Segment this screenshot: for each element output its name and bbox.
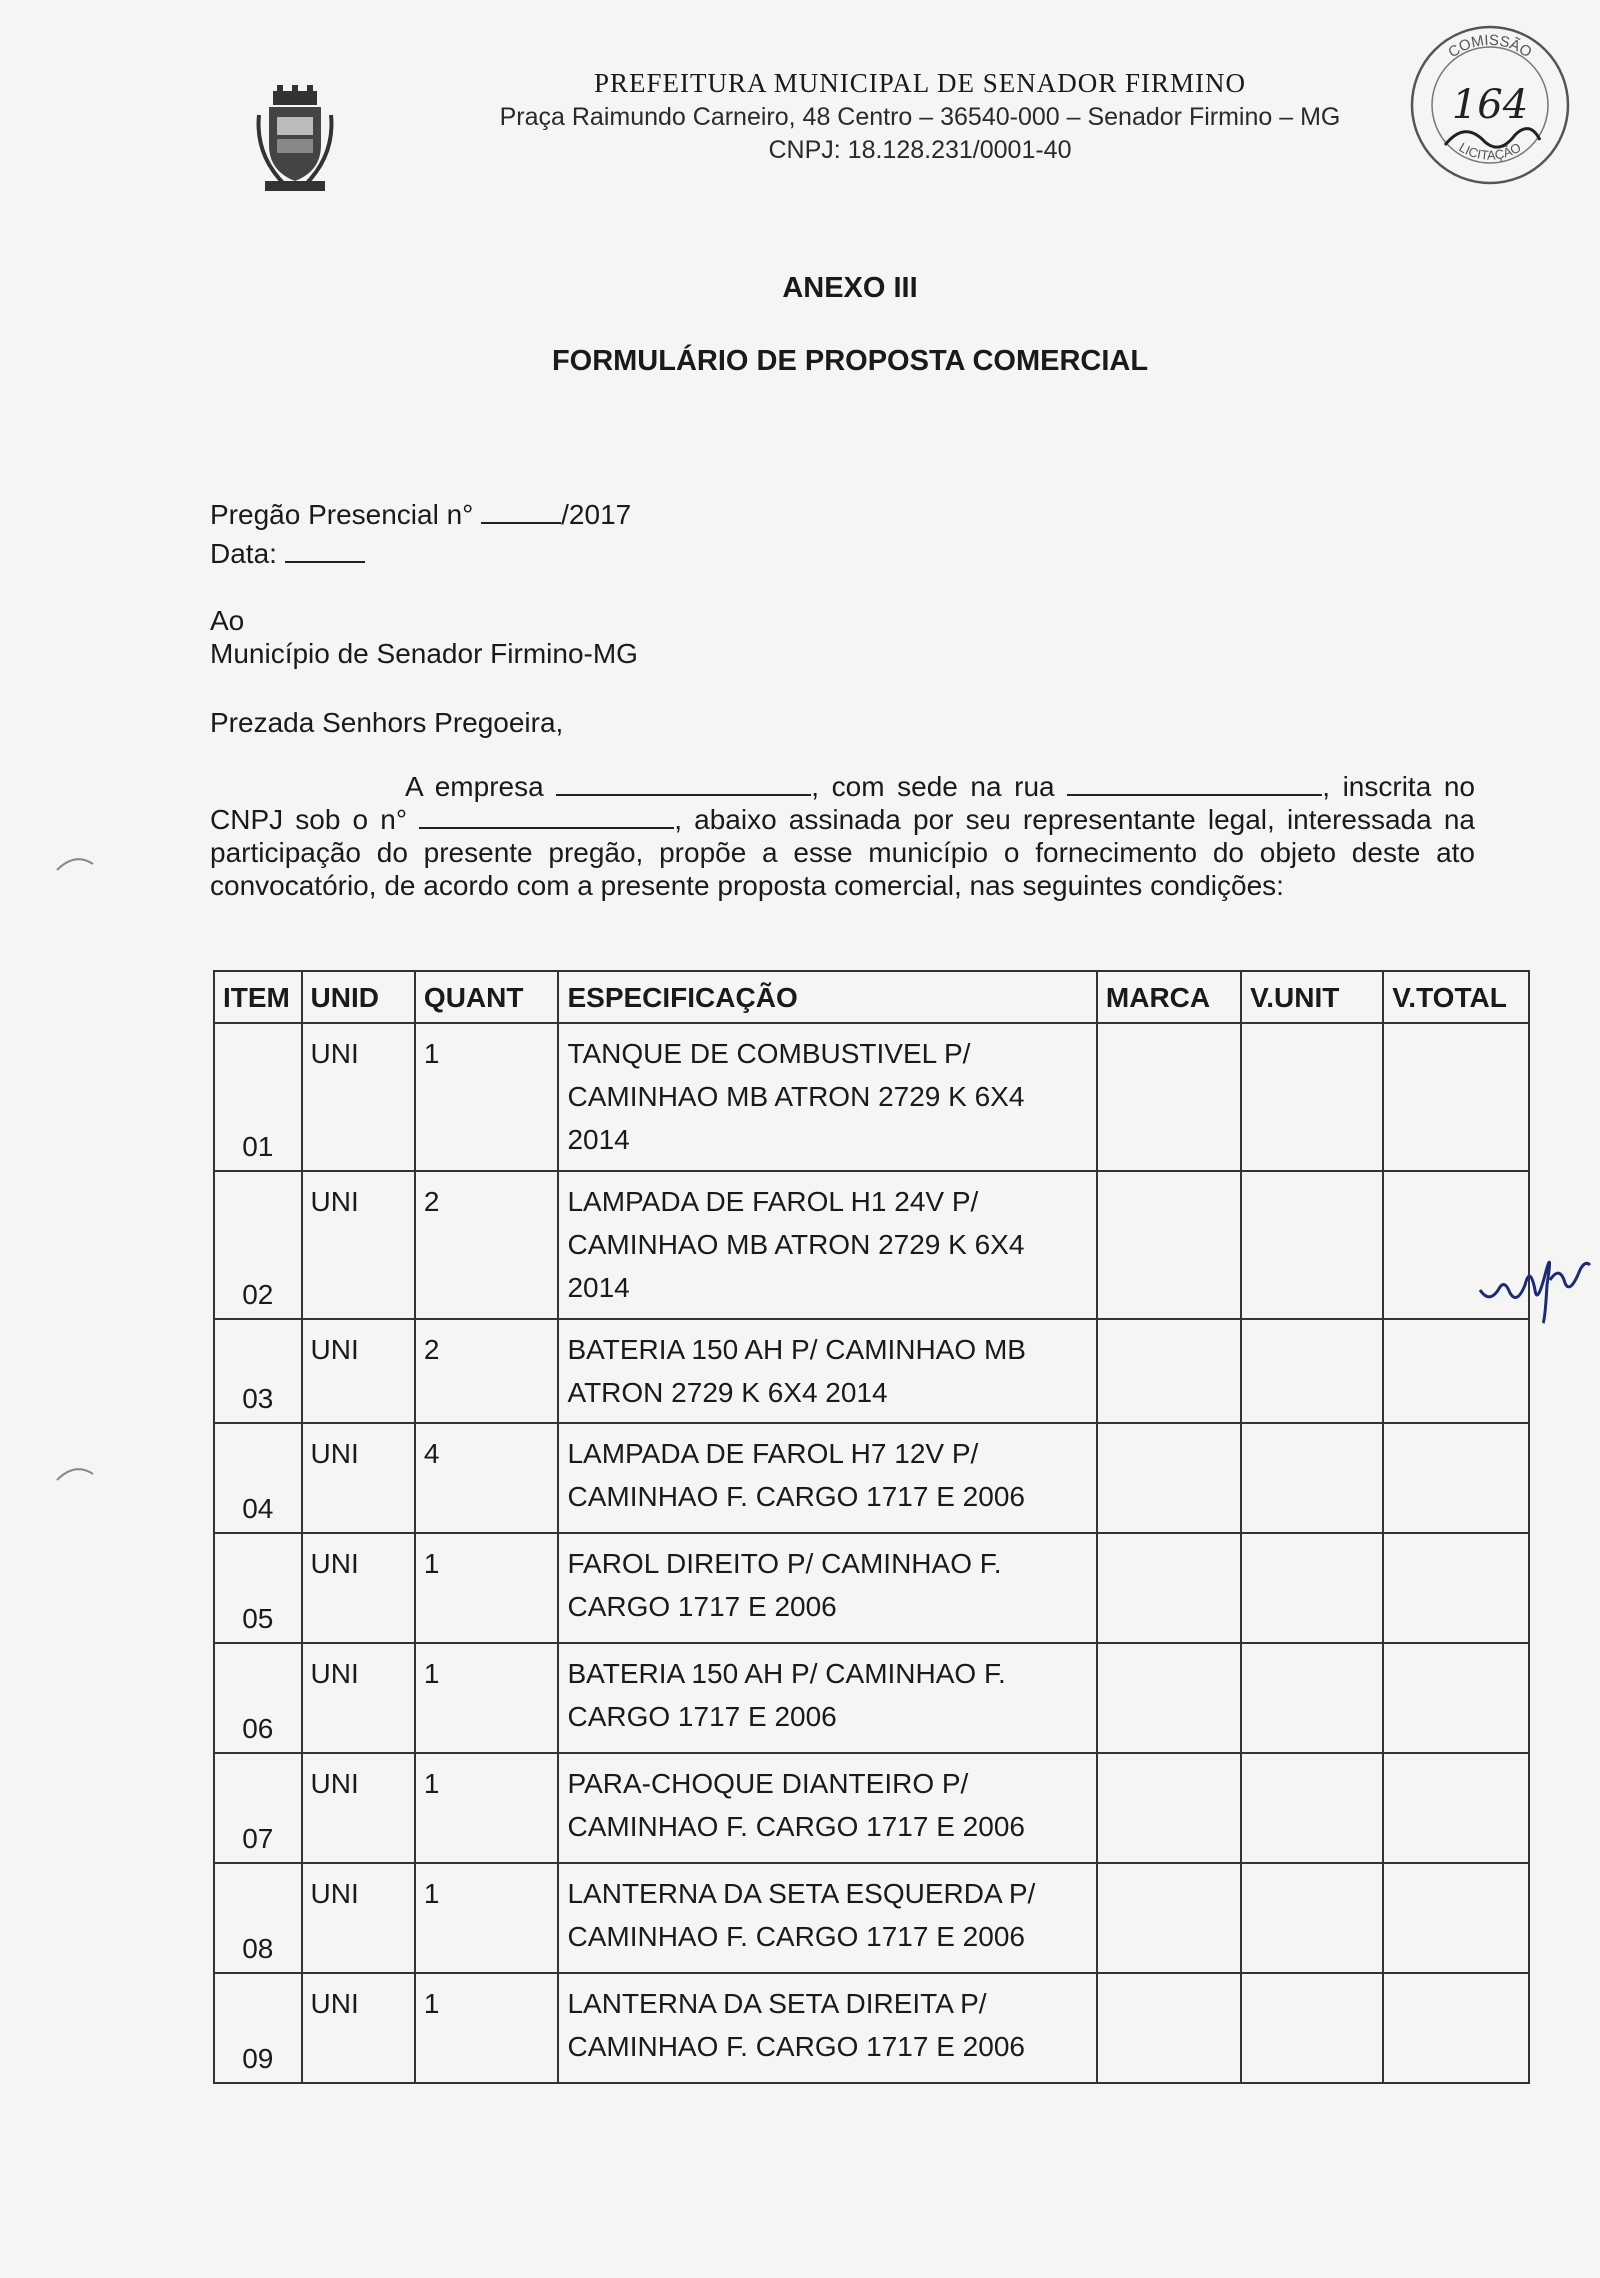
organization-name: PREFEITURA MUNICIPAL DE SENADOR FIRMINO (593, 68, 1247, 98)
header-quant: QUANT (415, 971, 559, 1023)
row-unit: UNI (302, 1643, 415, 1753)
pregao-year: /2017 (561, 499, 632, 530)
row-quantity: 1 (415, 1973, 559, 2083)
header-unid: UNID (302, 971, 415, 1023)
pregao-line (210, 498, 631, 531)
row-brand-blank[interactable] (1097, 1643, 1241, 1753)
svg-text:LICITAÇÃO: LICITAÇÃO (1456, 139, 1524, 163)
table-header-row (214, 971, 1529, 1023)
row-specification: LAMPADA DE FAROL H1 24V P/ CAMINHAO MB ATRON 2729 K 6X4 2014 (558, 1171, 1096, 1319)
row-total-price-blank[interactable] (1383, 1533, 1529, 1643)
row-total-price-blank[interactable] (1383, 1753, 1529, 1863)
row-total-price-blank[interactable] (1383, 1973, 1529, 2083)
row-unit: UNI (302, 1423, 415, 1533)
row-item-number: 03 (214, 1319, 302, 1423)
para-cnpj-label: , inscrita no CNPJ sob o n° (210, 771, 1476, 835)
row-item-number: 02 (214, 1171, 302, 1319)
proposal-paragraph (210, 770, 1475, 902)
date-blank[interactable] (285, 537, 365, 563)
row-unit: UNI (302, 1319, 415, 1423)
row-brand-blank[interactable] (1097, 1973, 1241, 2083)
commission-stamp-icon (1405, 20, 1575, 190)
row-quantity: 2 (415, 1171, 559, 1319)
row-unit-price-blank[interactable] (1241, 1423, 1383, 1533)
header-marca: MARCA (1097, 971, 1241, 1023)
table-row (214, 1423, 1529, 1533)
row-unit: UNI (302, 1753, 415, 1863)
para-street-label: , com sede na rua (811, 771, 1055, 802)
row-item-number: 01 (214, 1023, 302, 1171)
row-brand-blank[interactable] (1097, 1863, 1241, 1973)
coat-of-arms-icon (255, 85, 335, 195)
table-row (214, 1643, 1529, 1753)
row-quantity: 1 (415, 1753, 559, 1863)
row-quantity: 1 (415, 1533, 559, 1643)
row-total-price-blank[interactable] (1383, 1023, 1529, 1171)
row-brand-blank[interactable] (1097, 1023, 1241, 1171)
row-item-number: 05 (214, 1533, 302, 1643)
header-spec: ESPECIFICAÇÃO (558, 971, 1096, 1023)
row-specification: LANTERNA DA SETA ESQUERDA P/ CAMINHAO F. CARGO 1717 E 2006 (558, 1863, 1096, 1973)
row-specification: PARA-CHOQUE DIANTEIRO P/ CAMINHAO F. CARGO 1717 E 2006 (558, 1753, 1096, 1863)
table-row (214, 1533, 1529, 1643)
date-line (210, 537, 365, 570)
header-vunit: V.UNIT (1241, 971, 1383, 1023)
table-row (214, 1753, 1529, 1863)
form-title: FORMULÁRIO DE PROPOSTA COMERCIAL (551, 345, 1149, 377)
row-quantity: 1 (415, 1643, 559, 1753)
row-unit-price-blank[interactable] (1241, 1171, 1383, 1319)
items-table (213, 970, 1530, 2084)
pregao-label: Pregão Presencial n° (210, 499, 474, 530)
row-unit-price-blank[interactable] (1241, 1863, 1383, 1973)
row-unit: UNI (302, 1023, 415, 1171)
row-quantity: 1 (415, 1863, 559, 1973)
row-unit-price-blank[interactable] (1241, 1643, 1383, 1753)
row-unit-price-blank[interactable] (1241, 1319, 1383, 1423)
row-specification: FAROL DIREITO P/ CAMINHAO F. CARGO 1717 E 2006 (558, 1533, 1096, 1643)
row-specification: TANQUE DE COMBUSTIVEL P/ CAMINHAO MB ATRON 2729 K 6X4 2014 (558, 1023, 1096, 1171)
table-row (214, 1319, 1529, 1423)
organization-cnpj: CNPJ: 18.128.231/0001-40 (768, 136, 1072, 164)
para-company-label: A empresa (405, 771, 544, 802)
row-item-number: 09 (214, 1973, 302, 2083)
street-blank[interactable] (1067, 770, 1322, 796)
row-specification: LANTERNA DA SETA DIREITA P/ CAMINHAO F. CARGO 1717 E 2006 (558, 1973, 1096, 2083)
row-item-number: 07 (214, 1753, 302, 1863)
table-row (214, 1863, 1529, 1973)
row-unit: UNI (302, 1171, 415, 1319)
row-brand-blank[interactable] (1097, 1171, 1241, 1319)
initials-signature-icon (1475, 1235, 1595, 1325)
company-name-blank[interactable] (556, 770, 811, 796)
table-row (214, 1171, 1529, 1319)
row-total-price-blank[interactable] (1383, 1319, 1529, 1423)
row-specification: BATERIA 150 AH P/ CAMINHAO F. CARGO 1717 E 2006 (558, 1643, 1096, 1753)
greeting: Prezada Senhors Pregoeira, (210, 707, 564, 738)
row-item-number: 04 (214, 1423, 302, 1533)
row-brand-blank[interactable] (1097, 1753, 1241, 1863)
row-quantity: 4 (415, 1423, 559, 1533)
svg-text:COMISSÃO: COMISSÃO (1445, 31, 1535, 62)
row-unit-price-blank[interactable] (1241, 1023, 1383, 1171)
row-item-number: 06 (214, 1643, 302, 1753)
letterhead (420, 68, 1420, 165)
row-specification: LAMPADA DE FAROL H7 12V P/ CAMINHAO F. CARGO 1717 E 2006 (558, 1423, 1096, 1533)
row-unit-price-blank[interactable] (1241, 1533, 1383, 1643)
row-brand-blank[interactable] (1097, 1319, 1241, 1423)
table-row (214, 1973, 1529, 2083)
row-total-price-blank[interactable] (1383, 1643, 1529, 1753)
addressee-line-1: Ao (210, 605, 245, 636)
row-unit: UNI (302, 1973, 415, 2083)
row-quantity: 1 (415, 1023, 559, 1171)
date-label: Data: (210, 538, 277, 569)
table-row (214, 1023, 1529, 1171)
para-body-text: , abaixo assinada por seu representante legal, interessada na participação do presente pregão, propõe a esse município o fornecimento do objeto deste ato convocatório, de acordo com a presente proposta comercial, nas seguintes condições: (210, 804, 1475, 901)
annex-title: ANEXO III (782, 272, 918, 304)
cnpj-blank[interactable] (419, 803, 674, 829)
row-brand-blank[interactable] (1097, 1533, 1241, 1643)
margin-mark-icon (55, 852, 95, 872)
row-item-number: 08 (214, 1863, 302, 1973)
row-unit: UNI (302, 1533, 415, 1643)
row-unit-price-blank[interactable] (1241, 1973, 1383, 2083)
organization-address: Praça Raimundo Carneiro, 48 Centro – 36540-000 – Senador Firmino – MG (499, 103, 1341, 131)
row-quantity: 2 (415, 1319, 559, 1423)
row-total-price-blank[interactable] (1383, 1863, 1529, 1973)
addressee-line-2: Município de Senador Firmino-MG (210, 638, 638, 669)
row-unit-price-blank[interactable] (1241, 1753, 1383, 1863)
svg-text:164: 164 (1451, 82, 1529, 128)
row-total-price-blank[interactable] (1383, 1423, 1529, 1533)
row-brand-blank[interactable] (1097, 1423, 1241, 1533)
row-specification: BATERIA 150 AH P/ CAMINHAO MB ATRON 2729 K 6X4 2014 (558, 1319, 1096, 1423)
pregao-number-blank[interactable] (481, 498, 561, 524)
header-vtotal: V.TOTAL (1383, 971, 1529, 1023)
header-item: ITEM (214, 971, 302, 1023)
row-unit: UNI (302, 1863, 415, 1973)
margin-mark-icon (55, 1462, 95, 1482)
